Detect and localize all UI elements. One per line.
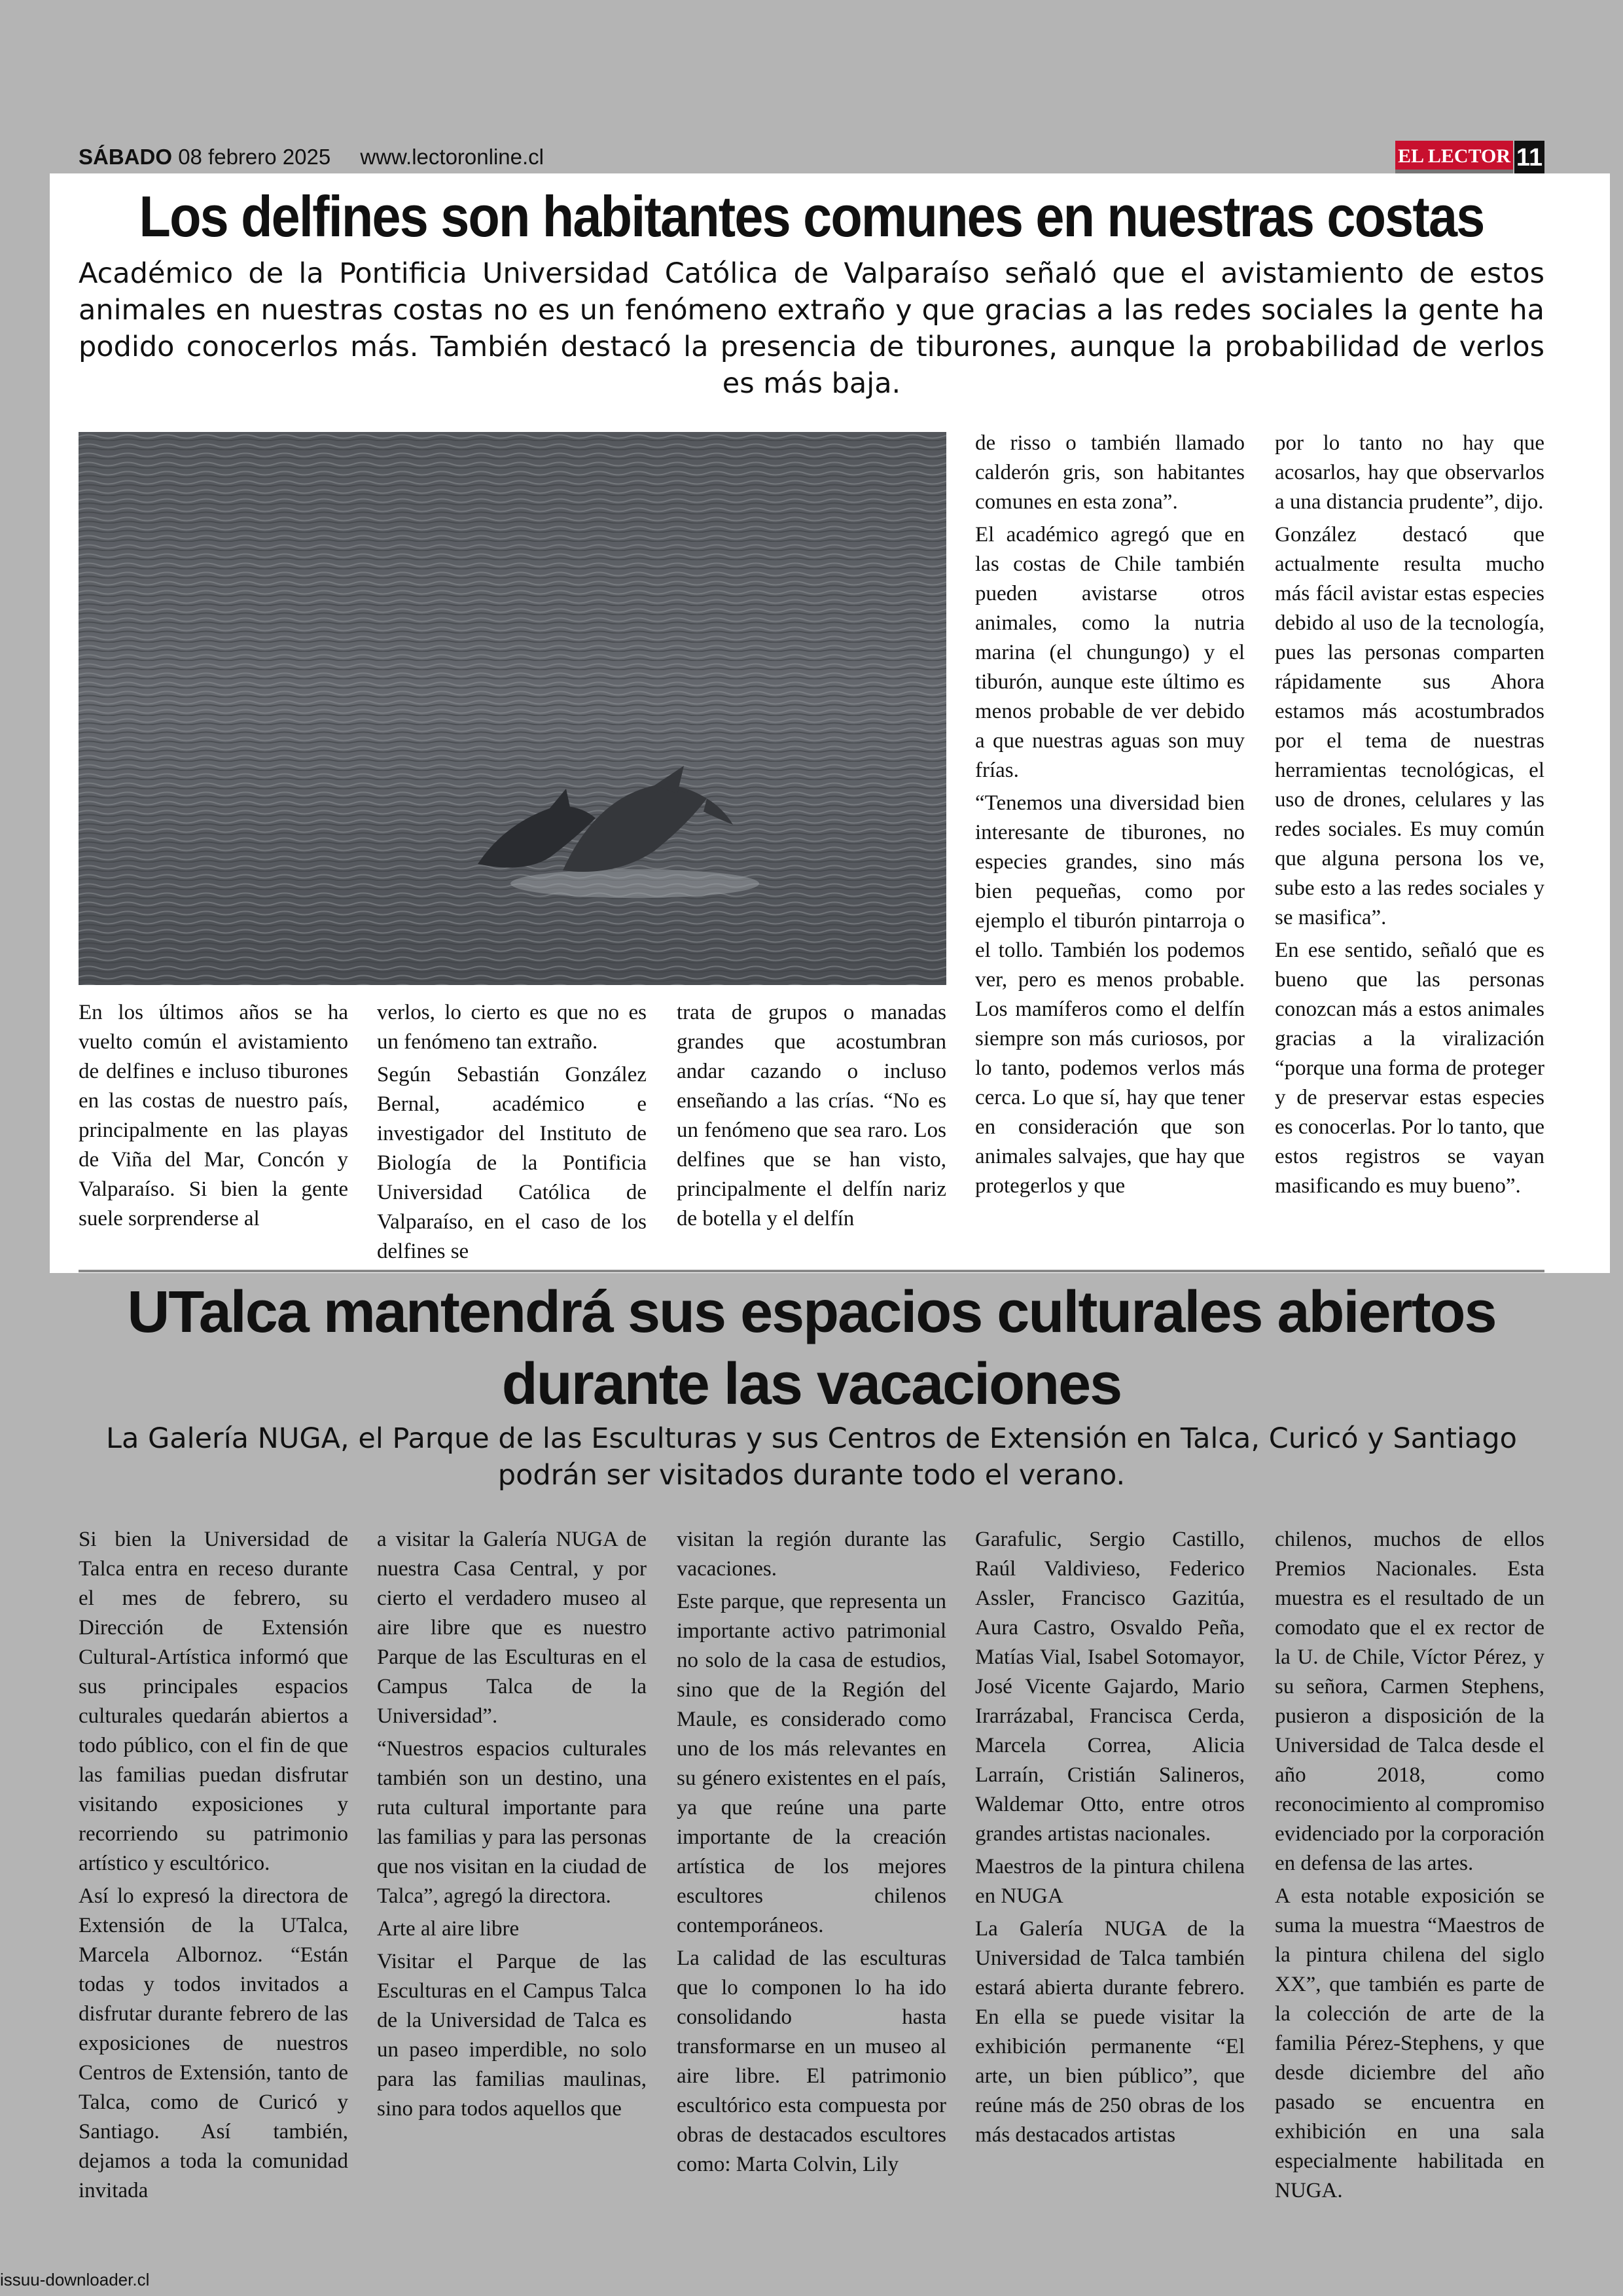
dolphins-photo bbox=[79, 432, 946, 985]
article2-paragraph: chilenos, muchos de ellos Premios Nacionales. Esta muestra es el resultado de un comodato que el ex rector de la U. de Chile, Víctor Pérez, y su señora, Carmen Stephens, pusieron a disposición de la Universidad de Talca desde el año 2018, como reconocimiento al compromiso evidenciado por la corporación en defensa de las artes. bbox=[1275, 1528, 1544, 1875]
article2-paragraph: a visitar la Galería NUGA de nuestra Casa Central, y por cierto el verdadero museo al aire libre que es nuestro Parque de las Esculturas en el Campus Talca de la Universidad”. bbox=[377, 1528, 647, 1728]
article1-paragraph: verlos, lo cierto es que no es un fenómeno tan extraño. bbox=[377, 1001, 647, 1054]
section-divider bbox=[79, 1270, 1544, 1272]
article1-paragraph: por lo tanto no hay que acosarlos, hay que observarlos a una distancia prudente”, dijo. bbox=[1275, 431, 1544, 514]
article2-paragraph: Así lo expresó la directora de Extensión de la UTalca, Marcela Albornoz. “Están todas y todos invitados a disfrutar durante febrero de las exposiciones de nuestros Centros de Extensión, tanto de Talca, como de Curicó y Santiago. Así también, dejamos a toda la comunidad invitada bbox=[79, 1884, 348, 2202]
article1-column-1 bbox=[79, 998, 348, 1237]
dolphins-photo-image bbox=[79, 432, 946, 985]
article1-title: Los delfines son habitantes comunes en nuestras costas bbox=[139, 184, 1484, 249]
article2-paragraph: A esta notable exposición se suma la muestra “Maestros de la pintura chilena del siglo XX”, que también es parte de la colección de arte de la familia Pérez-Stephens, y que desde diciembre del año pasado se encuentra en exhibición en una sala especialmente habilitada en NUGA. bbox=[1275, 1884, 1544, 2202]
article1-paragraph: En ese sentido, señaló que es bueno que las personas conozcan más a estos animales gracias a la viralización “porque una forma de proteger y de preservar estas especies es conocerlas. Por lo tanto, que estos registros se vayan masificando es muy bueno”. bbox=[1275, 939, 1544, 1198]
article2-column-2 bbox=[377, 1525, 647, 2127]
article1-column-4 bbox=[975, 429, 1245, 1204]
article2-subheading: Maestros de la pintura chilena en NUGA bbox=[975, 1855, 1245, 1908]
article2-paragraph: La Galería NUGA de la Universidad de Talca también estará abierta durante febrero. En ella se puede visitar la exhibición permanente “El arte, un bien público”, que reúne más de 250 obras de los más destacados artistas bbox=[975, 1917, 1245, 2147]
page-header bbox=[79, 141, 1544, 173]
article2-paragraph: La calidad de las esculturas que lo componen lo ha ido consolidando hasta transformarse en un museo al aire libre. El patrimonio escultórico esta compuesta por obras de destacados escultores como: Marta Colvin, Lily bbox=[677, 1946, 946, 2176]
header-site: www.lectoronline.cl bbox=[360, 145, 544, 169]
brand-logo: EL LECTOR bbox=[1395, 141, 1513, 173]
article2-column-3 bbox=[677, 1525, 946, 2183]
article2-paragraph: “Nuestros espacios culturales también son un destino, una ruta cultural importante para las familias y para las personas que nos visitan en la ciudad de Talca”, agregó la directora. bbox=[377, 1737, 647, 1908]
article1-column-5 bbox=[1275, 429, 1544, 1204]
article2-paragraph: Garafulic, Sergio Castillo, Raúl Valdivieso, Federico Assler, Francisco Gazitúa, Aura Castro, Osvaldo Peña, Matías Vial, Isabel Sotomayor, José Vicente Gajardo, Mario Irarrázabal, Francisca Cerda, Marcela Correa, Alicia Larraín, Cristián Salineros, Waldemar Otto, entre otros grandes artistas nacionales. bbox=[975, 1528, 1245, 1846]
article1-column-3 bbox=[677, 998, 946, 1237]
article2-title bbox=[79, 1276, 1544, 1420]
page-number: 11 bbox=[1514, 141, 1544, 173]
article2-paragraph: Visitar el Parque de las Esculturas en el Campus Talca de la Universidad de Talca es un paseo imperdible, no solo para las familias maulinas, sino para todos aquellos que bbox=[377, 1950, 647, 2121]
article1-paragraph: González destacó que actualmente resulta mucho más fácil avistar estas especies debido al uso de la tecnología, pues las personas comparten rápidamente sus Ahora estamos más acostumbrados por el tema de nuestras herramientas tecnológicas, el uso de drones, celulares y las redes sociales. Es muy común que alguna persona los ve, sube esto a las redes sociales y se masifica”. bbox=[1275, 523, 1544, 929]
article2-paragraph: visitan la región durante las vacaciones. bbox=[677, 1528, 946, 1581]
header-dateline bbox=[79, 145, 544, 170]
article1-paragraph: Según Sebastián González Bernal, académico e investigador del Instituto de Biología de la Pontificia Universidad Católica de Valparaíso, en el caso de los delfines se bbox=[377, 1063, 647, 1263]
header-day: SÁBADO bbox=[79, 145, 173, 169]
article1-paragraph: El académico agregó que en las costas de Chile también pueden avistarse otros animales, como la nutria marina (el chungungo) y el tiburón, aunque este último es menos probable de ver debido a que nuestras aguas son muy frías. bbox=[975, 523, 1245, 782]
article2-column-4 bbox=[975, 1525, 1245, 2153]
article1-paragraph: “Tenemos una diversidad bien interesante de tiburones, no especies grandes, sino más bien pequeñas, como por ejemplo el tiburón pintarroja o el tollo. También los podemos ver, pero es menos probable. Los mamíferos como el delfín siempre son más curiosos, por lo tanto, podemos verlos más cerca. Lo que sí, hay que tener en consideración que son animales salvajes, que hay que protegerlos y que bbox=[975, 791, 1245, 1198]
article1-paragraph: trata de grupos o manadas grandes que acostumbran andar cazando o incluso enseñando a las crías. “No es un fenómeno que sea raro. Los delfines que se han visto, principalmente el delfín nariz de botella y el delfín bbox=[677, 1001, 946, 1230]
article1-column-2 bbox=[377, 998, 647, 1270]
article2-title-line2: durante las vacaciones bbox=[501, 1352, 1122, 1417]
article1-subtitle: Académico de la Pontificia Universidad Católica de Valparaíso señaló que el avistamiento de estos animales en nuestras costas no es un fenómeno extraño y que gracias a las redes sociales la gente ha podido conocerlos más. También destacó la presencia de tiburones, aunque la probabilidad de verlos es más baja. bbox=[79, 257, 1544, 400]
footer-watermark: issuu-downloader.cl bbox=[0, 2270, 150, 2289]
article2-column-1 bbox=[79, 1525, 348, 2209]
article2-paragraph: Si bien la Universidad de Talca entra en receso durante el mes de febrero, su Dirección de Extensión Cultural-Artística informó que sus principales espacios culturales quedarán abiertos a todo público, con el fin de que las familias puedan disfrutar visitando exposiciones y recorriendo su patrimonio artístico y escultórico. bbox=[79, 1528, 348, 1875]
header-date: 08 febrero 2025 bbox=[178, 145, 331, 169]
article2-column-5 bbox=[1275, 1525, 1544, 2209]
article1-paragraph: de risso o también llamado calderón gris, son habitantes comunes en esta zona”. bbox=[975, 431, 1245, 514]
article2-paragraph: Este parque, que representa un importante activo patrimonial no solo de la casa de estudios, sino que de la Región del Maule, es considerado como uno de los más relevantes en su género existentes en el país, ya que reúne una parte importante de la creación artística de los mejores escultores chilenos contemporáneos. bbox=[677, 1590, 946, 1937]
article2-title-line1: UTalca mantendrá sus espacios culturales abiertos bbox=[127, 1280, 1496, 1345]
article2-subtitle: La Galería NUGA, el Parque de las Esculturas y sus Centros de Extensión en Talca, Curicó y Santiago podrán ser visitados durante todo el verano. bbox=[105, 1422, 1517, 1492]
article1-paragraph: En los últimos años se ha vuelto común el avistamiento de delfines e incluso tiburones en las costas de nuestro país, principalmente en las playas de Viña del Mar, Concón y Valparaíso. Si bien la gente suele sorprenderse al bbox=[79, 1001, 348, 1230]
article2-subheading: Arte al aire libre bbox=[377, 1917, 520, 1941]
